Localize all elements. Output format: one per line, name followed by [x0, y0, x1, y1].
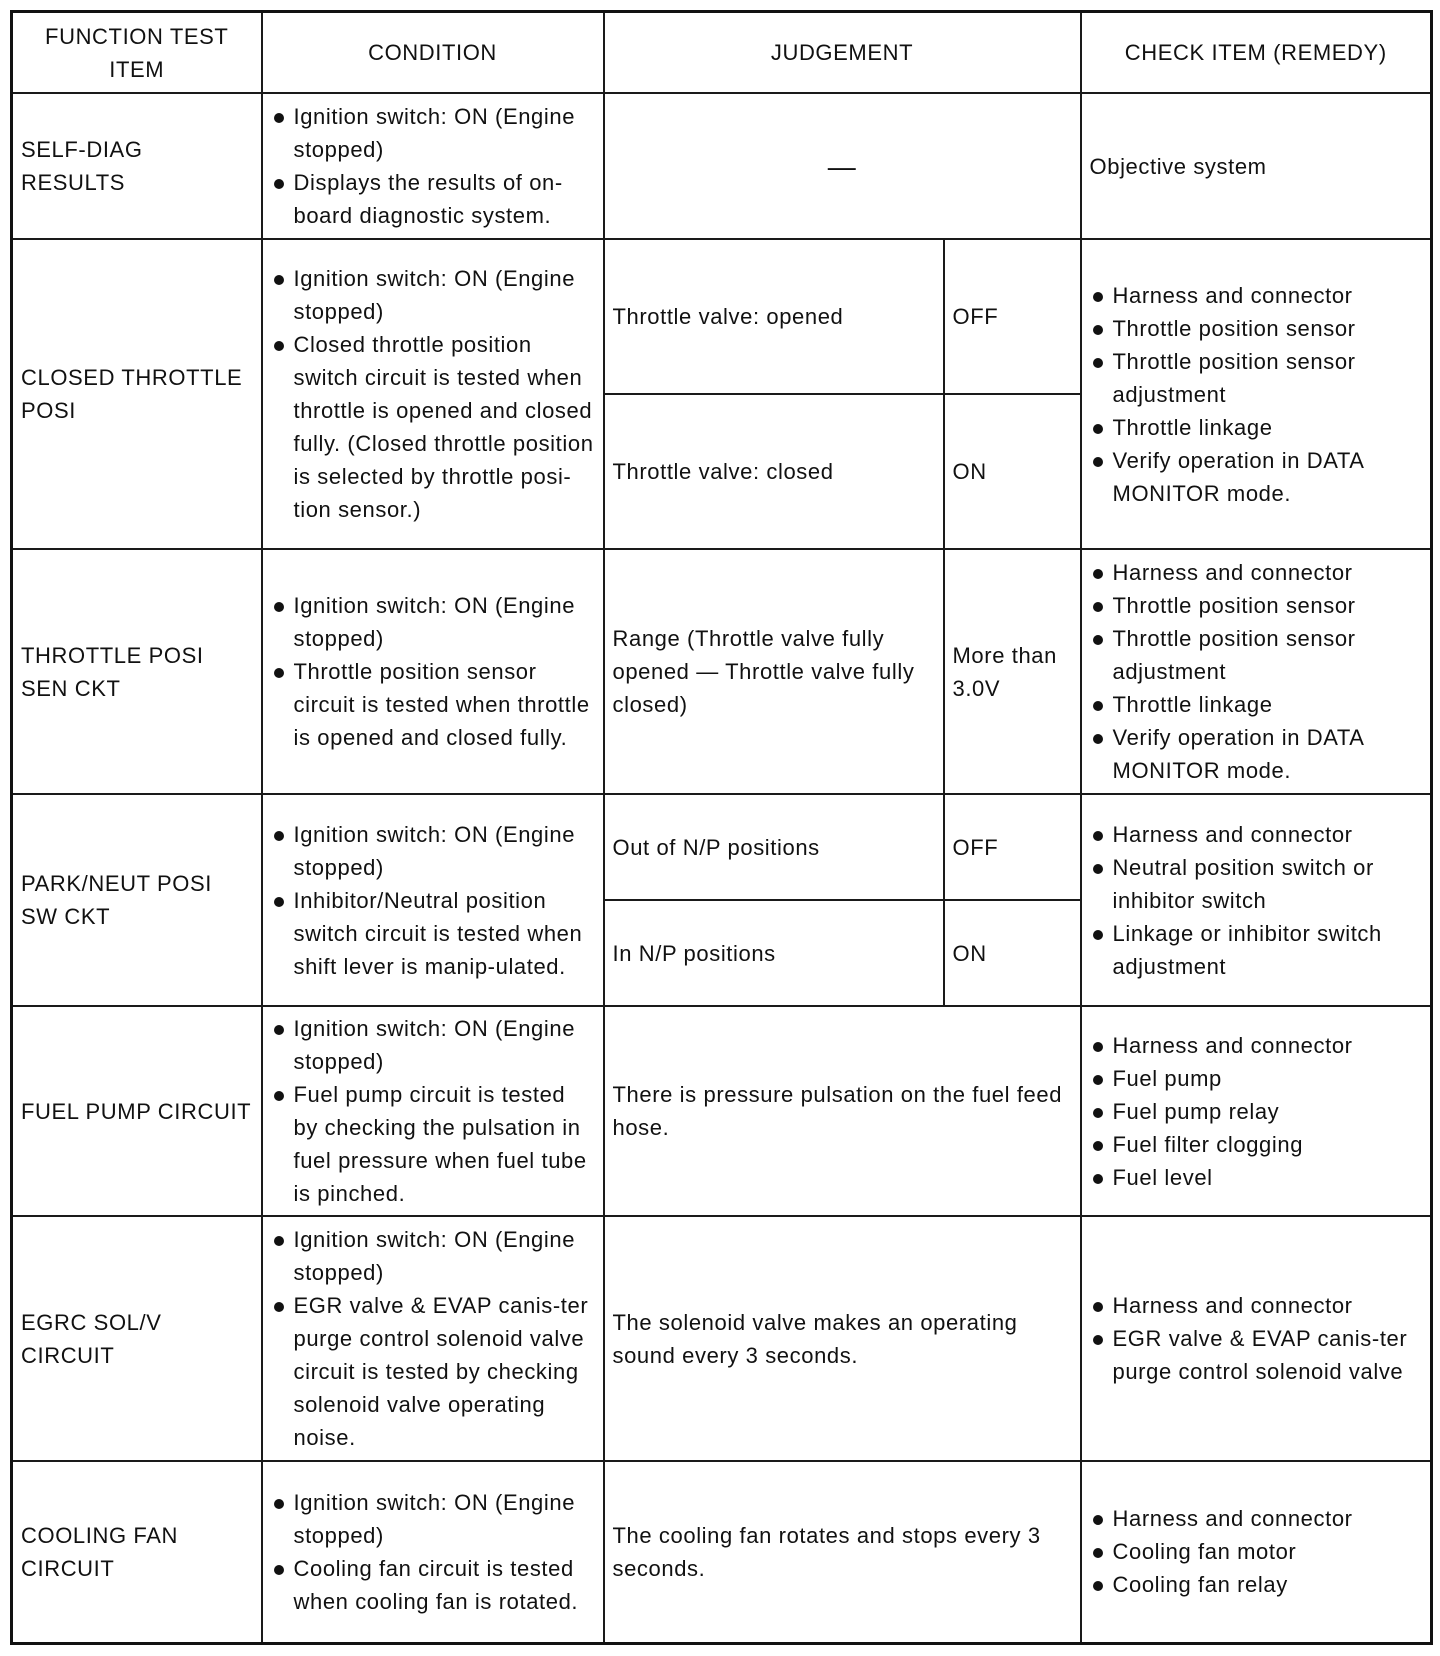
- condition-bullet: Throttle position sensor circuit is tested when throttle is opened and closed fully.: [271, 655, 595, 754]
- judgement-cell: —: [604, 93, 1081, 239]
- condition-bullet: EGR valve & EVAP canis-ter purge control solenoid valve circuit is tested by checking solenoid valve operating noise.: [271, 1289, 595, 1454]
- table-row: [12, 93, 1432, 239]
- judgement-value: OFF: [944, 794, 1081, 900]
- judgement-value: OFF: [944, 239, 1081, 394]
- condition-bullet: Ignition switch: ON (Engine stopped): [271, 1223, 595, 1289]
- judgement-cell: There is pressure pulsation on the fuel feed hose.: [604, 1006, 1081, 1216]
- function-test-item: COOLING FAN CIRCUIT: [12, 1461, 262, 1643]
- check-bullet: Throttle position sensor adjustment: [1090, 622, 1423, 688]
- function-test-item: FUEL PUMP CIRCUIT: [12, 1006, 262, 1216]
- condition-bullet: Closed throttle position switch circuit is tested when throttle is opened and closed fully. (Closed throttle position is selected by throttle posi-tion sensor.): [271, 328, 595, 526]
- check-bullet: Verify operation in DATA MONITOR mode.: [1090, 444, 1423, 510]
- check-bullet: Throttle linkage: [1090, 411, 1423, 444]
- check-bullet: Harness and connector: [1090, 279, 1423, 312]
- check-bullet: Verify operation in DATA MONITOR mode.: [1090, 721, 1423, 787]
- judgement-value: ON: [944, 394, 1081, 549]
- condition-cell: [262, 1216, 604, 1461]
- condition-cell: [262, 239, 604, 549]
- judgement-state: Range (Throttle valve fully opened — Throttle valve fully closed): [604, 549, 944, 794]
- check-item-cell: [1081, 1461, 1432, 1643]
- check-bullet: EGR valve & EVAP canis-ter purge control solenoid valve: [1090, 1322, 1423, 1388]
- check-item-cell: [1081, 549, 1432, 794]
- check-bullet: Fuel pump relay: [1090, 1095, 1423, 1128]
- judgement-state: Throttle valve: closed: [604, 394, 944, 549]
- check-bullet: Fuel filter clogging: [1090, 1128, 1423, 1161]
- check-bullet: Cooling fan relay: [1090, 1568, 1423, 1601]
- judgement-value: ON: [944, 900, 1081, 1006]
- condition-bullet: Ignition switch: ON (Engine stopped): [271, 262, 595, 328]
- check-item-cell: [1081, 1216, 1432, 1461]
- function-test-item: SELF-DIAG RESULTS: [12, 93, 262, 239]
- condition-cell: [262, 93, 604, 239]
- judgement-state: Out of N/P positions: [604, 794, 944, 900]
- check-bullet: Linkage or inhibitor switch adjustment: [1090, 917, 1423, 983]
- check-bullet: Harness and connector: [1090, 1502, 1423, 1535]
- condition-bullet: Ignition switch: ON (Engine stopped): [271, 818, 595, 884]
- check-item-cell: [1081, 794, 1432, 1006]
- check-bullet: Throttle position sensor adjustment: [1090, 345, 1423, 411]
- table-row: [12, 1216, 1432, 1461]
- table-row: [12, 1006, 1432, 1216]
- judgement-cell: The solenoid valve makes an operating sound every 3 seconds.: [604, 1216, 1081, 1461]
- judgement-state: Throttle valve: opened: [604, 239, 944, 394]
- condition-cell: [262, 549, 604, 794]
- check-bullet: Harness and connector: [1090, 1029, 1423, 1062]
- check-bullet: Harness and connector: [1090, 556, 1423, 589]
- function-test-item: THROTTLE POSI SEN CKT: [12, 549, 262, 794]
- condition-bullet: Ignition switch: ON (Engine stopped): [271, 1486, 595, 1552]
- check-item-cell: [1081, 239, 1432, 549]
- table-row: [12, 549, 1432, 794]
- condition-bullet: Cooling fan circuit is tested when cooling fan is rotated.: [271, 1552, 595, 1618]
- judgement-value: More than 3.0V: [944, 549, 1081, 794]
- condition-bullet: Inhibitor/Neutral position switch circuit is tested when shift lever is manip-ulated.: [271, 884, 595, 983]
- condition-cell: [262, 1461, 604, 1643]
- header-check-item: CHECK ITEM (REMEDY): [1081, 12, 1432, 94]
- check-bullet: Neutral position switch or inhibitor switch: [1090, 851, 1423, 917]
- check-bullet: Throttle linkage: [1090, 688, 1423, 721]
- condition-bullet: Ignition switch: ON (Engine stopped): [271, 589, 595, 655]
- header-function-test-item: FUNCTION TEST ITEM: [12, 12, 262, 94]
- condition-bullet: Ignition switch: ON (Engine stopped): [271, 1012, 595, 1078]
- judgement-cell: The cooling fan rotates and stops every 3 seconds.: [604, 1461, 1081, 1643]
- check-bullet: Cooling fan motor: [1090, 1535, 1423, 1568]
- check-bullet: Throttle position sensor: [1090, 589, 1423, 622]
- check-bullet: Harness and connector: [1090, 1289, 1423, 1322]
- check-bullet: Fuel pump: [1090, 1062, 1423, 1095]
- condition-bullet: Fuel pump circuit is tested by checking the pulsation in fuel pressure when fuel tube is pinched.: [271, 1078, 595, 1210]
- header-condition: CONDITION: [262, 12, 604, 94]
- function-test-item: PARK/NEUT POSI SW CKT: [12, 794, 262, 1006]
- check-bullet: Fuel level: [1090, 1161, 1423, 1194]
- function-test-item: CLOSED THROTTLE POSI: [12, 239, 262, 549]
- table-row: [12, 1461, 1432, 1643]
- header-judgement: JUDGEMENT: [604, 12, 1081, 94]
- function-test-table: [10, 10, 1433, 1645]
- condition-bullet: Displays the results of on-board diagnostic system.: [271, 166, 595, 232]
- condition-bullet: Ignition switch: ON (Engine stopped): [271, 100, 595, 166]
- check-bullet: Harness and connector: [1090, 818, 1423, 851]
- check-item-cell: [1081, 1006, 1432, 1216]
- condition-cell: [262, 1006, 604, 1216]
- condition-cell: [262, 794, 604, 1006]
- table-row: [12, 239, 1432, 394]
- check-bullet: Throttle position sensor: [1090, 312, 1423, 345]
- function-test-item: EGRC SOL/V CIRCUIT: [12, 1216, 262, 1461]
- check-item-cell: Objective system: [1081, 93, 1432, 239]
- header-row: [12, 12, 1432, 94]
- judgement-state: In N/P positions: [604, 900, 944, 1006]
- table-row: [12, 794, 1432, 900]
